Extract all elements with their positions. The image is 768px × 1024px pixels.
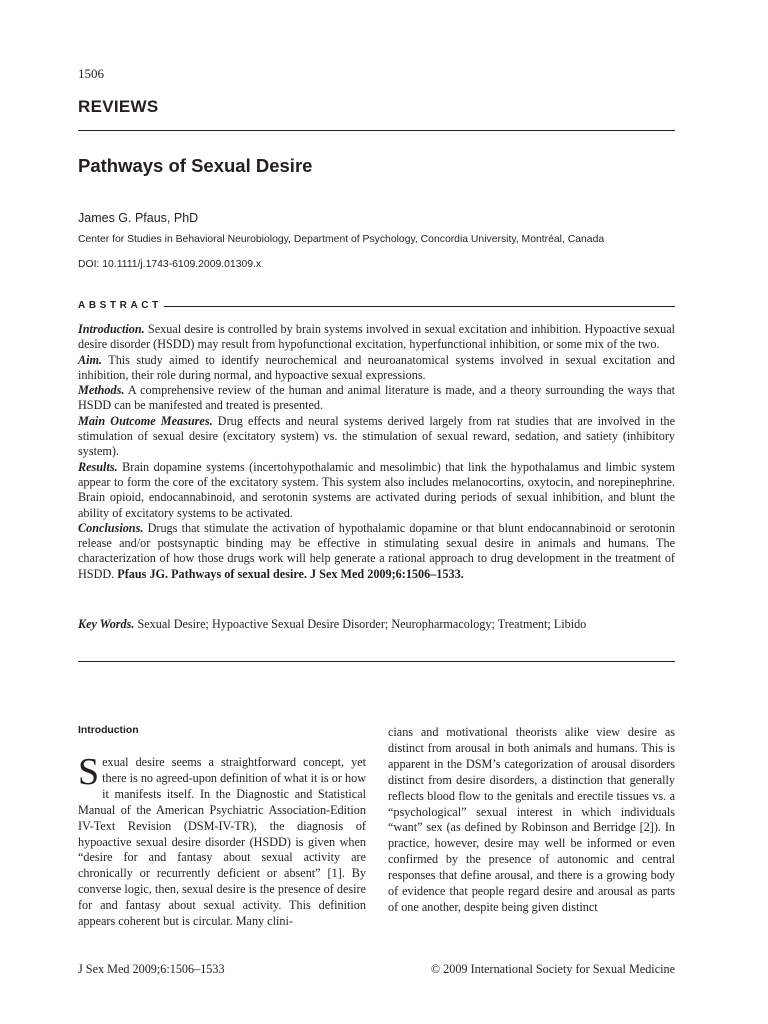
author-name: James G. Pfaus, PhD (78, 211, 199, 225)
drop-cap: S (78, 751, 100, 793)
header-divider (78, 130, 675, 131)
abstract-section-label: Aim. (78, 352, 103, 367)
abstract-section-text: Sexual desire is controlled by brain systems involved in sexual excitation and inhibition. Hypoactive sexual desire disorder (HSDD) may result from hypofunctional excitation, hyperfunctional inhibition, or some mix of the two. (78, 322, 675, 352)
abstract-section-label: Conclusions. (78, 520, 144, 535)
abstract-methods (78, 383, 675, 414)
abstract-section-label: Results. (78, 459, 118, 474)
article-title: Pathways of Sexual Desire (78, 155, 313, 176)
section-heading: REVIEWS (78, 97, 159, 116)
key-words-label: Key Words. (78, 617, 135, 631)
footer-copyright: © 2009 International Society for Sexual Medicine (430, 962, 675, 976)
abstract-divider (164, 306, 675, 307)
abstract-conclusions (78, 521, 675, 582)
abstract-main-outcome (78, 414, 675, 460)
body-text-right: cians and motivational theorists alike view desire as distinct from arousal in both animals and humans. This is apparent in the DSM’s categorization of arousal disorders distinct from desire disorders, a distinction that generally reflects blood flow to the genitals and erectile tissues vs. a “psychological” sexual interest in which individuals “want” sex (as defined by Robinson and Berridge [2]). In practice, however, desire may well be informed or even confirmed by the presence of autonomic and central responses that define arousal, and there is a growing body of evidence that people regard desire and arousal as parts of one another, despite being given distinct (388, 725, 675, 914)
body-column-left (78, 751, 366, 930)
doi: DOI: 10.1111/j.1743-6109.2009.01309.x (78, 259, 262, 270)
abstract-end-divider (78, 661, 675, 662)
abstract-body (78, 322, 675, 582)
key-words-text: Sexual Desire; Hypoactive Sexual Desire Disorder; Neuropharmacology; Treatment; Libido (134, 617, 587, 631)
abstract-citation: Pfaus JG. Pathways of sexual desire. J Sex Med 2009;6:1506–1533. (117, 566, 464, 581)
abstract-section-label: Main Outcome Measures. (78, 413, 213, 428)
abstract-section-text: This study aimed to identify neurochemical and neuroanatomical systems involved in sexual excitation and inhibition, their role during normal, and hypoactive sexual expressions. (78, 352, 675, 382)
page-number: 1506 (78, 66, 104, 81)
abstract-aim (78, 353, 675, 384)
abstract-section-text: Brain dopamine systems (incertohypothalamic and mesolimbic) that link the hypothalamus and limbic system appear to form the core of the excitatory system. This system also includes melanocortins, oxytocin, and norepinephrine. Brain opioid, endocannabinoid, and serotonin systems are activated during periods of sexual inhibition, and blunt the ability of excitatory systems to be activated. (78, 459, 675, 520)
abstract-section-label: Introduction. (78, 322, 145, 336)
body-column-right (388, 725, 675, 916)
author-affiliation: Center for Studies in Behavioral Neurobiology, Department of Psychology, Concordia University, Montréal, Canada (78, 234, 605, 245)
abstract-section-text: Drug effects and neural systems derived largely from rat studies that are involved in the stimulation of sexual desire (excitatory system) vs. the stimulation of sexual reward, sedation, and satiety (inhibitory system). (78, 413, 675, 459)
abstract-section-text: Drugs that stimulate the activation of hypothalamic dopamine or that blunt endocannabinoid or serotonin release and/or postsynaptic binding may be effective in stimulating sexual desire in animals and humans. The characterization of how those drugs work will help generate a rational approach to drug development in the treatment of HSDD. (78, 520, 675, 581)
introduction-heading: Introduction (78, 725, 139, 736)
key-words (78, 617, 675, 632)
abstract-header (78, 300, 675, 311)
abstract-label: ABSTRACT (78, 300, 162, 311)
body-text-left: exual desire seems a straightforward concept, yet there is no agreed-upon definition of what it is or how it manifests itself. In the Diagnostic and Statistical Manual of the American Psychiatric Association-Edition IV-Text Revision (DSM-IV-TR), the diagnosis of hypoactive sexual desire disorder (HSDD) is given when “desire for and fantasy about sexual activity are chronically or recurrently deficient or absent” [1]. By converse logic, then, sexual desire is the presence of desire for and fantasy about sexual activity. This definition appears coherent but is circular. Many clini- (78, 755, 366, 929)
footer-journal-citation: J Sex Med 2009;6:1506–1533 (78, 962, 225, 976)
abstract-section-label: Methods. (78, 383, 125, 398)
abstract-results (78, 460, 675, 521)
abstract-introduction (78, 322, 675, 353)
abstract-section-text: A comprehensive review of the human and animal literature is made, and a theory surrounding the ways that HSDD can be manifested and treated is presented. (78, 383, 675, 413)
